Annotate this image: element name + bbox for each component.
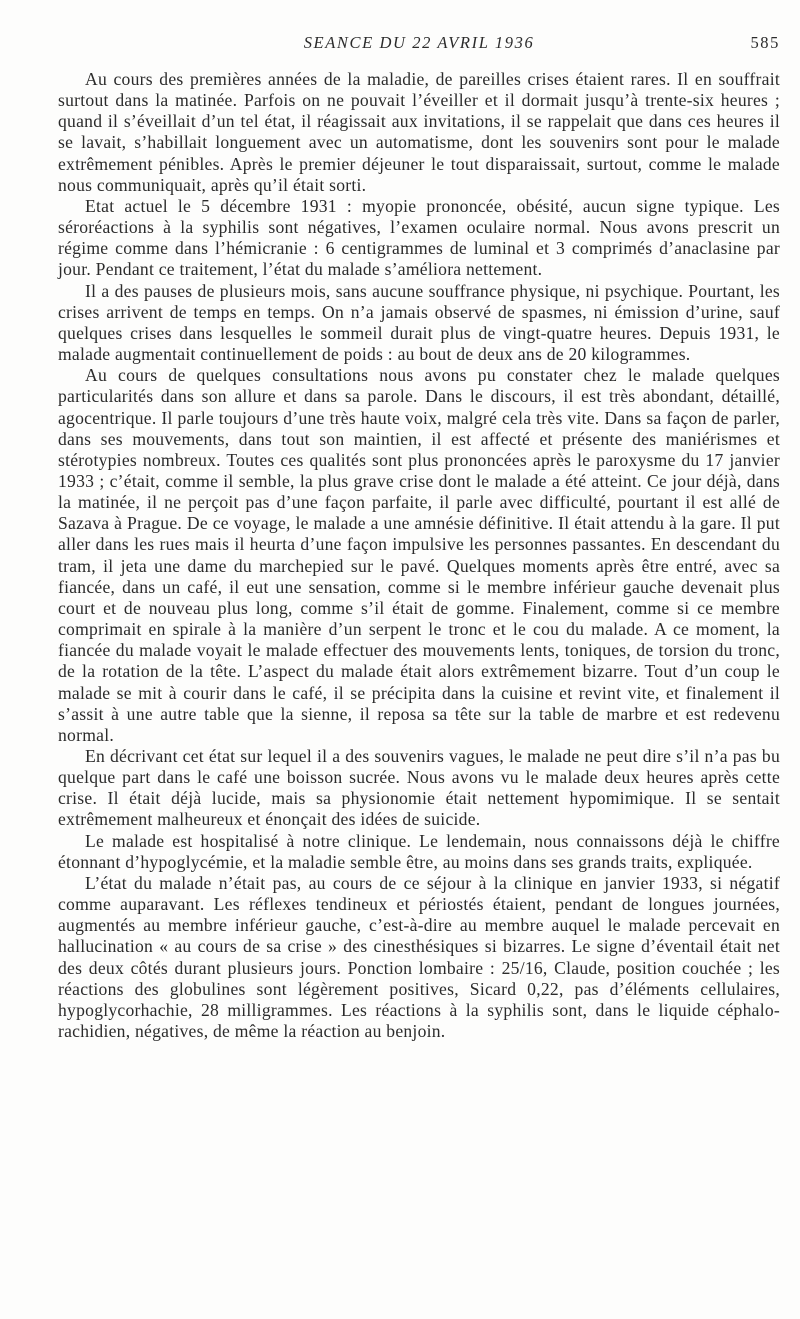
paragraph: Le malade est hospitalisé à notre clinique. Le lendemain, nous connaissons déjà le chiffre étonnant d’hypoglycémie, et la maladie semble être, au moins dans ses grands traits, expliquée. — [58, 830, 780, 872]
body-text — [58, 69, 780, 1042]
page-number: 585 — [750, 33, 780, 52]
paragraph: Au cours de quelques consultations nous avons pu constater chez le malade quelques particularités dans son allure et dans sa parole. Dans le discours, il est très abondant, détaillé, agocentrique. Il parle toujours d’une très haute voix, malgré cela très vite. Dans sa façon de parler, dans ses mouvements, dans tout son maintien, il est affecté et présente des maniérismes et stérotypies nombreux. Toutes ces qualités sont plus prononcées après le paroxysme du 17 janvier 1933 ; c’était, comme il semble, la plus grave crise dont le malade a été atteint. Ce jour déjà, dans la matinée, il ne perçoit pas d’une façon parfaite, il parle avec difficulté, pourtant il est allé de Sazava à Prague. De ce voyage, le malade a une amnésie définitive. Il était attendu à la gare. Il put aller dans les rues mais il heurta d’une façon impulsive les personnes passantes. En descendant du tram, il jeta une dame du marchepied sur le pavé. Quelques moments après être entré, avec sa fiancée, dans un café, il eut une sensation, comme si le membre inférieur gauche devenait plus court et de nouveau plus long, comme s’il était de gomme. Finalement, comme si ce membre comprimait en spirale à la manière d’un serpent le tronc et le cou du malade. A ce moment, la fiancée du malade voyait le malade effectuer des mouvements lents, toniques, de torsion du tronc, de la rotation de la tête. L’aspect du malade était alors extrêmement bizarre. Tout d’un coup le malade se mit à courir dans le café, il se précipita dans la cuisine et revint vite, et finalement il s’assit à une autre table que la sienne, il reposa sa tête sur la table de marbre et est redevenu normal. — [58, 365, 780, 745]
paragraph: En décrivant cet état sur lequel il a des souvenirs vagues, le malade ne peut dire s’il n’a pas bu quelque part dans le café une boisson sucrée. Nous avons vu le malade deux heures après cette crise. Il était déjà lucide, mais sa physionomie était nettement hypomimique. Il se sentait extrêmement malheureux et énonçait des idées de suicide. — [58, 746, 780, 830]
running-header — [58, 33, 780, 55]
paragraph: Il a des pauses de plusieurs mois, sans aucune souffrance physique, ni psychique. Pourtant, les crises arrivent de temps en temps. On n’a jamais observé de spasmes, ni émission d’urine, sauf quelques crises dans lesquelles le sommeil durait plus de vingt-quatre heures. Depuis 1931, le malade augmentait continuellement de poids : au bout de deux ans de 20 kilogrammes. — [58, 280, 780, 365]
paragraph: Etat actuel le 5 décembre 1931 : myopie prononcée, obésité, aucun signe typique. Les séroréactions à la syphilis sont négatives, l’examen oculaire normal. Nous avons prescrit un régime comme dans l’hémicranie : 6 centigrammes de luminal et 3 comprimés d’anaclasine par jour. Pendant ce traitement, l’état du malade s’améliora nettement. — [58, 195, 780, 280]
header-title: SEANCE DU 22 AVRIL 1936 — [303, 33, 535, 52]
paragraph: L’état du malade n’était pas, au cours de ce séjour à la clinique en janvier 1933, si négatif comme auparavant. Les réflexes tendineux et périostés étaient, pendant de longues journées, augmentés au membre inférieur gauche, c’est-à-dire au membre auquel le malade percevait en hallucination « au cours de sa crise » des cinesthésiques si bizarres. Le signe d’éventail était net des deux côtés durant plusieurs jours. Ponction lombaire : 25/16, Claude, position couchée ; les réactions des globulines sont légèrement positives, Sicard 0,22, pas d’éléments cellulaires, hypoglycorhachie, 28 milligrammes. Les réactions à la syphilis sont, dans le liquide céphalo-rachidien, négatives, de même la réaction au benjoin. — [58, 872, 780, 1042]
paragraph: Au cours des premières années de la maladie, de pareilles crises étaient rares. Il en souffrait surtout dans la matinée. Parfois on ne pouvait l’éveiller et il dormait jusqu’à trente-six heures ; quand il s’éveillait d’un tel état, il réagissait aux invitations, il se rappelait que dans ces heures il se lavait, s’habillait longuement avec un automatisme, dont les souvenirs sont pour le malade extrêmement pénibles. Après le premier déjeuner le tout disparaissait, surtout, comme le malade nous communiquait, après qu’il était sorti. — [58, 69, 780, 195]
